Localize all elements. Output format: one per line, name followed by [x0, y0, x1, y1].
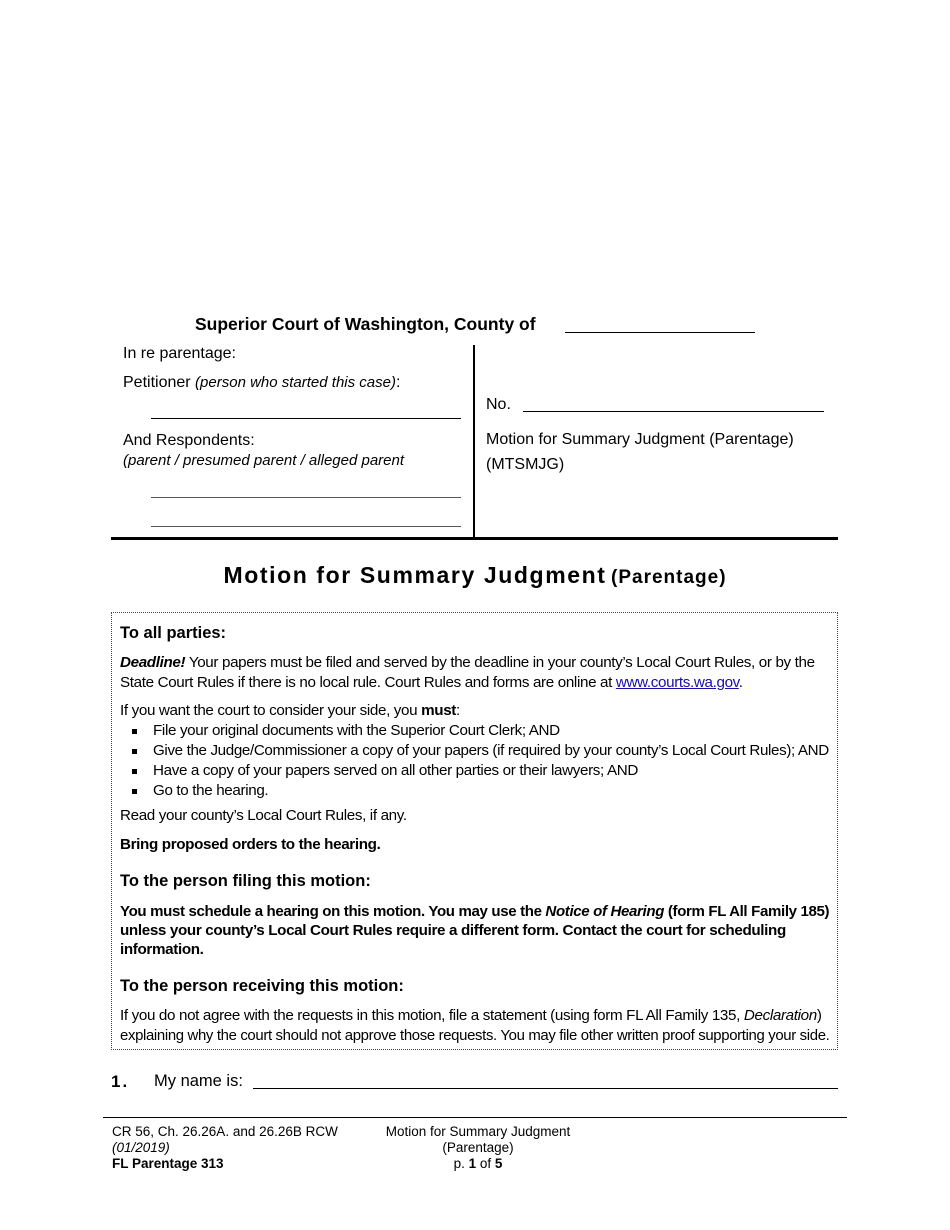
footer-title-1: Motion for Summary Judgment: [385, 1124, 571, 1139]
petitioner-name-line[interactable]: [151, 418, 461, 419]
receiving-1-ital: Declaration: [743, 1007, 817, 1024]
my-name-input-line[interactable]: [253, 1088, 838, 1089]
filing-heading: To the person filing this motion:: [120, 872, 371, 890]
page-title-main: Motion for Summary Judgment: [223, 562, 607, 588]
consider-post: :: [456, 702, 460, 719]
page-title: [0, 562, 950, 589]
page-total: 5: [494, 1156, 503, 1171]
footer-title-2: (Parentage): [442, 1140, 514, 1155]
petitioner-note: (person who started this case): [195, 374, 396, 391]
deadline-end: .: [738, 674, 743, 691]
case-number-label: No.: [486, 396, 511, 413]
petitioner-label: Petitioner: [123, 374, 191, 391]
respondents-label: And Respondents:: [123, 432, 255, 449]
receiving-line-1: [120, 1006, 822, 1026]
read-rules-text: Read your county’s Local Court Rules, if any.: [120, 807, 407, 824]
respondent-name-line-1[interactable]: [151, 497, 461, 498]
bullet-item-4: Go to the hearing.: [153, 782, 269, 799]
receiving-line-2: explaining why the court should not approve those requests. You may file other written proof supporting your side.: [120, 1027, 830, 1044]
page-pre: p.: [453, 1156, 469, 1171]
respondents-note: (parent / presumed parent / alleged parent: [123, 452, 405, 469]
receiving-1-pre: If you do not agree with the requests in this motion, file a statement (using form FL All Family 135,: [120, 1007, 744, 1024]
county-input-line[interactable]: [565, 332, 755, 333]
footer-rule-ref: CR 56, Ch. 26.26A. and 26.26B RCW: [112, 1124, 338, 1139]
footer-page-number: [373, 1156, 583, 1172]
receiving-heading: To the person receiving this motion:: [120, 977, 404, 995]
consider-pre: If you want the court to consider your side, you: [120, 702, 422, 719]
footer-rule: [103, 1117, 847, 1118]
deadline-text-1: Your papers must be filed and served by the deadline in your county’s Local Court Rules, or by the: [185, 654, 815, 671]
form-title-line-1: Motion for Summary Judgment (Parentage): [486, 431, 794, 448]
court-title: Superior Court of Washington, County of: [195, 314, 536, 334]
respondent-name-line-2[interactable]: [151, 526, 461, 527]
bullet-marker: [132, 769, 137, 774]
footer-date: (01/2019): [112, 1140, 170, 1155]
page-mid: of: [476, 1156, 495, 1171]
case-number-line[interactable]: [523, 411, 824, 412]
form-title-line-2: (MTSMJG): [486, 456, 565, 473]
deadline-line-2: [120, 673, 743, 693]
bring-orders-text: Bring proposed orders to the hearing.: [120, 836, 381, 853]
page-title-sub: (Parentage): [611, 567, 727, 588]
bullet-marker: [132, 789, 137, 794]
petitioner-colon: :: [395, 374, 401, 391]
bullet-marker: [132, 749, 137, 754]
bullet-marker: [132, 729, 137, 734]
notice-box: [111, 612, 838, 1050]
receiving-1-post: ): [816, 1007, 822, 1024]
section-1-label: My name is:: [154, 1072, 243, 1090]
in-re-label: In re parentage:: [123, 345, 236, 362]
filing-line-2: unless your county’s Local Court Rules require a different form. Contact the court for scheduling: [120, 922, 786, 939]
filing-1-ital: Notice of Hearing: [545, 903, 665, 920]
courts-website-link[interactable]: www.courts.wa.gov: [615, 674, 739, 691]
bullet-item-1: File your original documents with the Superior Court Clerk; AND: [153, 722, 560, 739]
deadline-label: Deadline!: [120, 654, 186, 671]
petitioner-label-row: [123, 374, 400, 392]
caption-bottom-rule: [111, 537, 838, 540]
bullet-item-3: Have a copy of your papers served on all other parties or their lawyers; AND: [153, 762, 638, 779]
deadline-text-2: State Court Rules if there is no local rule. Court Rules and forms are online at: [120, 674, 616, 691]
filing-1-pre: You must schedule a hearing on this motion. You may use the: [120, 903, 546, 920]
page-current: 1: [468, 1156, 477, 1171]
section-1-number: 1.: [111, 1072, 130, 1091]
filing-1-post: (form FL All Family 185): [664, 903, 830, 920]
consider-line: [120, 701, 460, 721]
caption-divider: [473, 345, 475, 539]
bullet-item-2: Give the Judge/Commissioner a copy of your papers (if required by your county’s Local Court Rules); AND: [153, 742, 829, 759]
filing-line-1: [120, 902, 829, 922]
consider-must: must: [421, 702, 457, 719]
to-all-parties-heading: To all parties:: [120, 624, 227, 642]
footer-form-id: FL Parentage 313: [112, 1156, 224, 1171]
filing-line-3: information.: [120, 941, 204, 958]
deadline-line-1: [120, 653, 815, 673]
